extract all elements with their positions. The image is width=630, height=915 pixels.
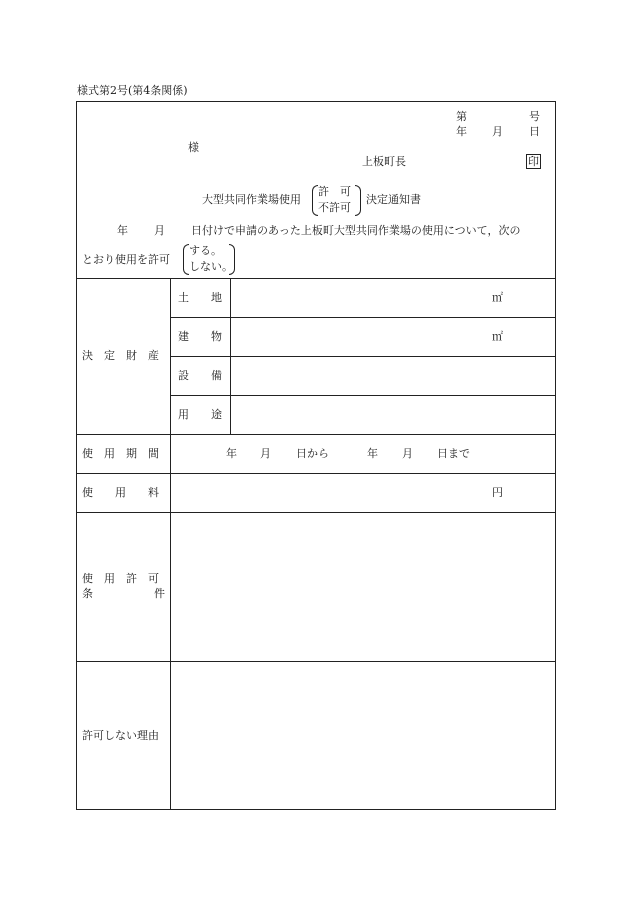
title-option-deny: 不許可 xyxy=(318,201,351,214)
form-number-label: 様式第2号(第4条関係) xyxy=(77,84,188,97)
body-year: 年 xyxy=(117,224,128,237)
body-line1: 日付けで申請のあった上板町大型共同作業場の使用について，次の xyxy=(191,224,521,237)
seal-mark: 印 xyxy=(528,155,539,168)
row-divider xyxy=(76,278,556,279)
date-day-label: 日 xyxy=(529,125,540,138)
row-divider xyxy=(171,356,556,357)
title-prefix: 大型共同作業場使用 xyxy=(202,193,301,206)
row-divider xyxy=(76,512,556,513)
period-label: 使 用 期 間 xyxy=(82,447,159,460)
title-option-permit: 許 可 xyxy=(318,185,351,198)
property-label: 決 定 財 産 xyxy=(82,349,159,362)
issuer-title: 上板町長 xyxy=(362,155,406,168)
period-end-day: 日まで xyxy=(437,447,470,460)
title-right-bracket xyxy=(355,185,361,216)
date-year-label: 年 xyxy=(456,125,467,138)
title-suffix: 決定通知書 xyxy=(366,193,421,206)
column-divider xyxy=(170,278,171,810)
body-option-yes: する。 xyxy=(189,244,222,257)
denial-reason-label: 許可しない理由 xyxy=(82,729,159,742)
row-divider xyxy=(171,395,556,396)
column-divider xyxy=(230,278,231,434)
land-unit: ㎡ xyxy=(492,291,503,304)
conditions-label-line2a: 条 xyxy=(82,587,93,600)
period-end-month: 月 xyxy=(402,447,413,460)
building-label: 建 物 xyxy=(178,330,222,343)
body-option-no: しない。 xyxy=(189,260,233,273)
period-start-month: 月 xyxy=(260,447,271,460)
body-line2: とおり使用を許可 xyxy=(82,253,170,266)
conditions-label-line2b: 件 xyxy=(154,587,165,600)
fee-unit: 円 xyxy=(492,486,503,499)
conditions-label-line1: 使 用 許 可 xyxy=(82,572,159,585)
body-month: 月 xyxy=(154,224,165,237)
fee-label: 使 用 料 xyxy=(82,486,159,499)
number-go: 号 xyxy=(529,110,540,123)
period-start-day: 日から xyxy=(296,447,329,460)
number-dai: 第 xyxy=(456,110,467,123)
row-divider xyxy=(76,661,556,662)
row-divider xyxy=(171,317,556,318)
addressee-sama: 様 xyxy=(188,141,199,154)
period-end-year: 年 xyxy=(367,447,378,460)
building-unit: ㎡ xyxy=(492,330,503,343)
row-divider xyxy=(76,434,556,435)
date-month-label: 月 xyxy=(492,125,503,138)
period-start-year: 年 xyxy=(226,447,237,460)
purpose-label: 用 途 xyxy=(178,408,222,421)
land-label: 土 地 xyxy=(178,291,222,304)
body-right-bracket xyxy=(229,244,235,275)
equipment-label: 設 備 xyxy=(178,369,222,382)
row-divider xyxy=(76,473,556,474)
